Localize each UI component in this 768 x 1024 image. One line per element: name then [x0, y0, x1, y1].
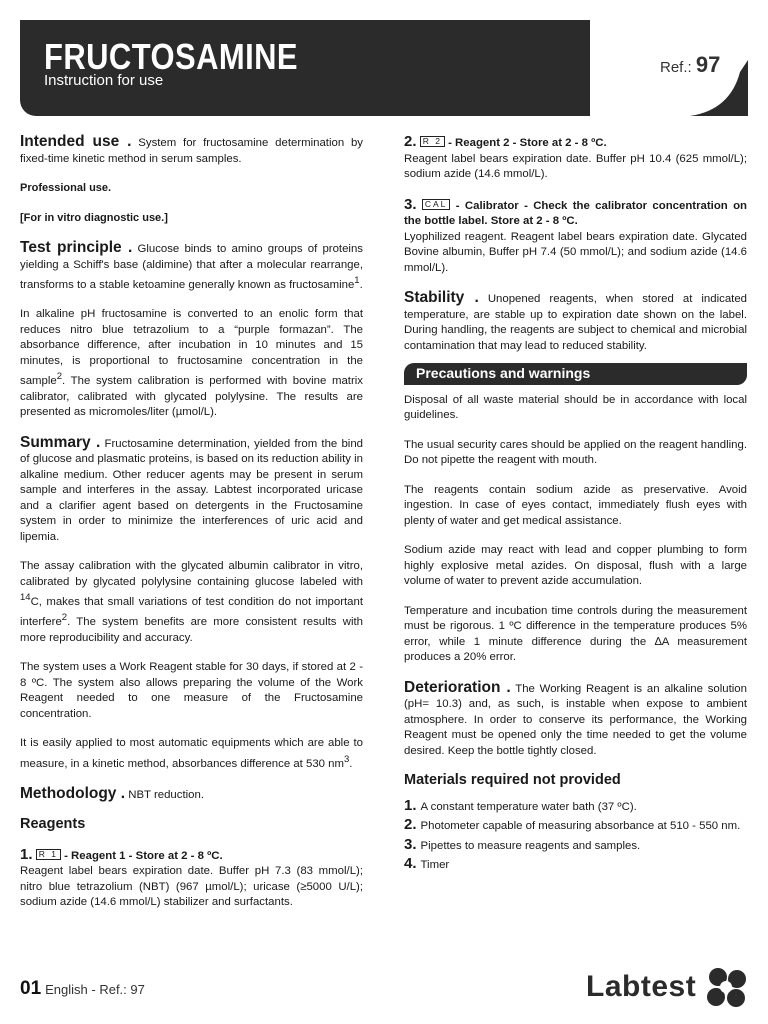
in-vitro-note: [For in vitro diagnostic use.] [20, 211, 168, 224]
logo-dots-icon [704, 966, 748, 1008]
precautions-paragraph-3: The reagents contain sodium azide as preservative. Avoid ingestion. In case of eyes contact, immediately flush eyes with plenty of water and get medical assistance. [404, 483, 747, 527]
reagent-2-symbol: R 2 [420, 136, 445, 147]
logo-text: Labtest [586, 970, 697, 1003]
summary-paragraph: Summary . Fructosamine determination, yielded from the bind of glucose and plasmatic proteins, is based on its reduction ability in alkaline medium. Other reducer agents may be present in serum sample and interferes in the assay. Labtest incorporated uricase and a clarifier agent based on detergents in the Fructosamine system in order to minimize the interferences of uric acid and lipemia. [20, 433, 363, 543]
list-item: 3. Pipettes to measure reagents and samples. [404, 835, 641, 853]
calibrator-symbol: CAL [422, 199, 451, 210]
reagent-1-symbol: R 1 [36, 849, 61, 860]
document-title: FRUCTOSAMINE [44, 36, 298, 77]
materials-heading: Materials required not provided [404, 772, 621, 788]
test-principle-paragraph-2: In alkaline pH fructosamine is converted to an enolic form that reduces nitro blue tetrazolium to a “purple formazan”. The absorbance difference, after incubation in 10 minutes and 15 minutes, is proportional to fructosamine concentration in the sample$^2$. The system calibration is performed with bovine matrix calibrator, calibrated with glycated polylysine. The results are presented as micromoles/liter (µmol/L). [20, 308, 363, 419]
reagents-heading: Reagents [20, 816, 86, 833]
precautions-paragraph-2: The usual security cares should be applied on the reagent handling. Do not pipette the reagent with mouth. [404, 438, 747, 466]
right-column [404, 134, 747, 876]
header-banner [20, 20, 590, 116]
list-item: 2. Photometer capable of measuring absorbance at 510 - 550 nm. [404, 816, 741, 833]
stability-paragraph: Stability . Unopened reagents, when stored at indicated temperature, are stable up to expiration date shown on the label. During handling, the reagents are subject to chemical and microbial contamination that may lead to reduced stability. [404, 289, 748, 352]
list-item: 4. Timer [404, 855, 450, 872]
materials-list [404, 798, 747, 874]
intended-use-paragraph: Intended use . System for fructosamine determination by fixed-time kinetic method in serum samples. [20, 133, 363, 165]
deterioration-paragraph: Deterioration . The Working Reagent is an alkaline solution (pH= 10.3) and, as such, is instable when expose to ambient atmosphere. In order to conserve its performance, the Working Reagent must be opened only the time needed to get the volume desired. Keep the bottle tightly closed. [404, 678, 747, 757]
header-curve-decoration [600, 60, 750, 116]
reagent-2-title: 2. R 2 - Reagent 2 - Store at 2 - 8 ºC. [404, 133, 607, 150]
ref-label: Ref.: 97 [660, 52, 721, 77]
test-principle-paragraph: Test principle . Glucose binds to amino groups of proteins yielding a Schiff's base (aldimine) that after a molecular rearrange, transforms to a stable ketoamine generally known as fructosamine$^1$. [20, 239, 363, 291]
precautions-paragraph-1: Disposal of all waste material should be in accordance with local guidelines. [404, 393, 747, 421]
intended-use-heading: Intended use . [20, 133, 132, 150]
summary-paragraph-4: It is easily applied to most automatic equipments which are able to measure, in a kinetic method, absorbances difference at 530 $nm^3$. [20, 737, 363, 770]
precautions-paragraph-4: Sodium azide may react with lead and copper plumbing to form highly explosive metal azides. On disposal, flush with a large volume of water to prevent azide accumulation. [404, 544, 747, 587]
list-item: 1. A constant temperature water bath (37 ºC). [404, 796, 637, 814]
footer-text: English - Ref.: 97 [45, 982, 145, 997]
precautions-heading-bar: Precautions and warnings [404, 363, 747, 385]
calibrator-text: Lyophilized reagent. Reagent label bears expiration date. Glycated Bovine albumin, Buffer pH 7.4 (50 mmol/L); and sodium azide (14.6 mmol/L). [404, 230, 747, 274]
calibrator-title: 3. CAL - Calibrator - Check the calibrator concentration on the bottle label. Store at 2 - 8 ºC. [404, 195, 748, 227]
labtest-logo [586, 966, 748, 1008]
left-column [20, 134, 363, 911]
professional-use: Professional use. [20, 182, 112, 194]
reagent-2-text: Reagent label bears expiration date. Buffer pH 10.4 (625 mmol/L); sodium azide (14.6 mmol/L). [404, 152, 747, 180]
ref-number: 97 [695, 52, 721, 77]
page-number: 01 [20, 978, 42, 999]
summary-paragraph-3: The system uses a Work Reagent stable for 30 days, if stored at 2 - 8 ºC. The system also allows preparing the volume of the Work Reagent needed to one measure of the Fructosamine concentration. [20, 661, 363, 720]
test-principle-heading: Test principle . [20, 239, 133, 256]
reagent-1-title: 1. R 1 - Reagent 1 - Store at 2 - 8 ºC. [20, 845, 223, 863]
summary-heading: Summary . [20, 433, 101, 451]
methodology-heading: Methodology . [20, 784, 126, 802]
stability-heading: Stability . [404, 289, 479, 306]
deterioration-heading: Deterioration . [404, 678, 511, 696]
page-footer [20, 978, 145, 1000]
document-subtitle: Instruction for use [44, 72, 164, 89]
reagent-1-text: Reagent label bears expiration date. Buffer pH 7.3 (83 mmol/L); nitro blue tetrazolium (NBT) (967 µmol/L); uricase (≥5000 U/L); sodium azide (14.6 mmol/L) stabilizer and surfactants. [20, 865, 363, 909]
precautions-paragraph-5: Temperature and incubation time controls during the measurement must be rigorous. 1 ºC difference in the temperature produces 5% error, while 1 minute difference during the ∆A measurement produces a 20% error. [404, 604, 747, 663]
methodology-paragraph: Methodology . NBT reduction. [20, 784, 204, 802]
summary-paragraph-2: The assay calibration with the glycated albumin calibrator in vitro, calibrated by glycated polylysine containing glucose labeled with $^{14}$C, makes that small variations of test condition do not important interfere$^2$. The system benefits are more consistent results with more reproducibility and accuracy. [20, 560, 363, 644]
